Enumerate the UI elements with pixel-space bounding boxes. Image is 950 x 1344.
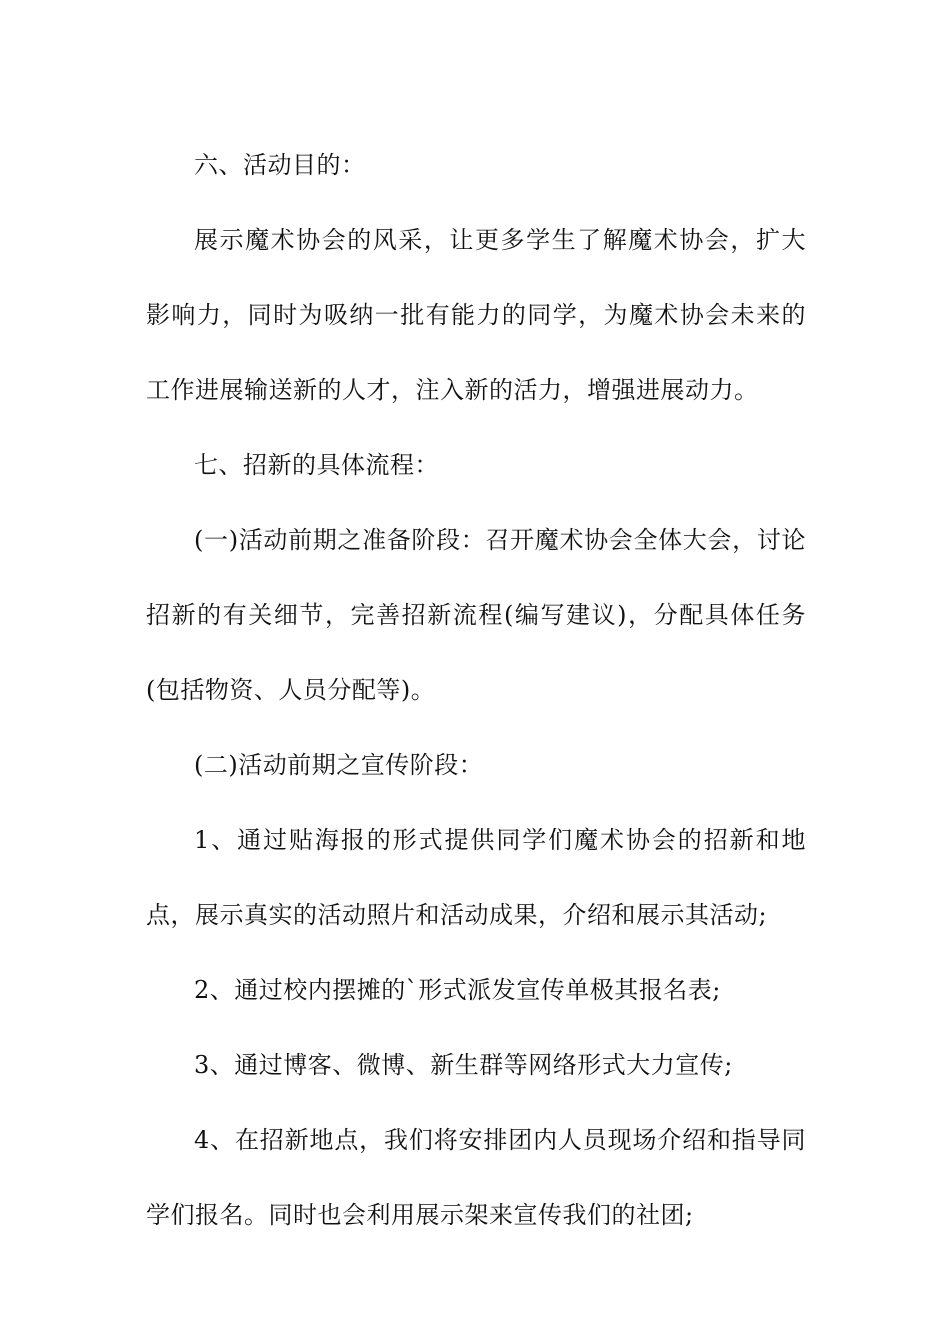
- list-item-3: 3、通过博客、微博、新生群等网络形式大力宣传;: [194, 1051, 733, 1079]
- list-item-1: 1、通过贴海报的形式提供同学们魔术协会的招新和地点，展示真实的活动照片和活动成果，介绍和展示其活动;: [146, 826, 806, 929]
- paragraph-preparation: (一)活动前期之准备阶段：召开魔术协会全体大会，讨论招新的有关细节，完善招新流程(编写建议)，分配具体任务(包括物资、人员分配等)。: [146, 526, 806, 704]
- list-item-4: 4、在招新地点，我们将安排团内人员现场介绍和指导同学们报名。同时也会利用展示架来宣传我们的社团;: [146, 1126, 806, 1229]
- section-heading-purpose: 六、活动目的：: [194, 151, 366, 179]
- list-item-2: 2、通过校内摆摊的`形式派发宣传单极其报名表;: [194, 976, 721, 1004]
- section-heading-process: 七、招新的具体流程：: [194, 451, 439, 479]
- subheading-publicity: (二)活动前期之宣传阶段：: [194, 751, 484, 779]
- paragraph-purpose: 展示魔术协会的风采，让更多学生了解魔术协会，扩大影响力，同时为吸纳一批有能力的同学，为魔术协会未来的工作进展输送新的人才，注入新的活力，增强进展动力。: [146, 226, 806, 404]
- document-body: [146, 128, 806, 1253]
